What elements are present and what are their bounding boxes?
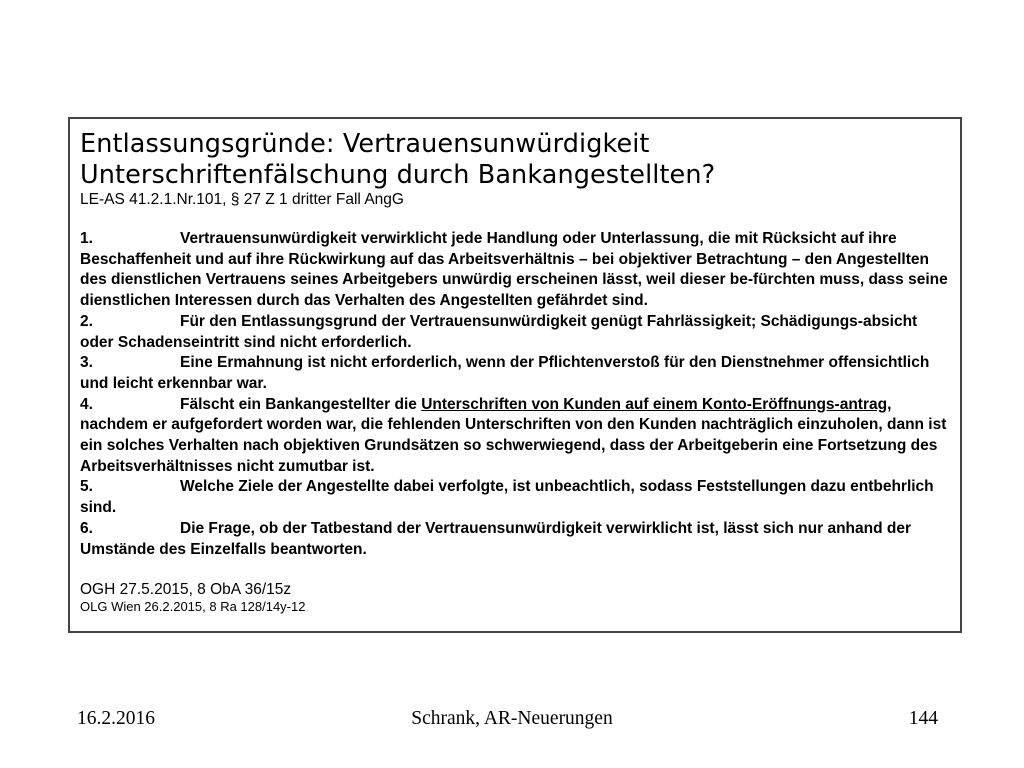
legal-reference: LE-AS 41.2.1.Nr.101, § 27 Z 1 dritter Fall AngG [80,191,404,208]
point-number: 4. [80,395,93,413]
point-text-after: , nachdem er aufgefordert worden war, die fehlenden Unterschriften von den Kunden nachträglich einzuholen, dann ist ein solches Verhalten nach objektiven Grundsätzen so schwerwiegend, dass der Arbeitgeberin eine Fortsetzung des Arbeitsverhältnisses nicht zumutbar ist. [80,395,947,475]
point-text-underlined: Unterschriften von Kunden auf einem Konto-Eröffnungs-antrag [421,395,888,413]
point-3 [80,353,950,394]
point-2 [80,312,950,353]
court-citation-olg: OLG Wien 26.2.2015, 8 Ra 128/14y-12 [80,599,306,615]
title-line-1: Entlassungsgründe: Vertrauensunwürdigkeit [80,129,650,159]
point-number: 2. [80,312,93,330]
footer-date: 16.2.2016 [77,708,155,729]
point-text: Die Frage, ob der Tatbestand der Vertrauensunwürdigkeit verwirklicht ist, lässt sich nur anhand der Umstände des Einzelfalls beantworten. [80,519,911,558]
points-list [80,229,950,560]
slide-title [80,129,950,191]
title-line-2: Unterschriftenfälschung durch Bankangestellten? [80,160,716,190]
court-citation-ogh: OGH 27.5.2015, 8 ObA 36/15z [80,581,292,599]
point-text: Für den Entlassungsgrund der Vertrauensunwürdigkeit genügt Fahrlässigkeit; Schädigungs-absicht oder Schadenseintritt sind nicht erforderlich. [80,312,918,351]
point-text-before: Fälscht ein Bankangestellter die [180,395,422,413]
point-1 [80,229,950,312]
footer-page-number: 144 [908,708,938,729]
point-number: 1. [80,230,93,247]
point-6 [80,519,950,560]
footer-author: Schrank, AR-Neuerungen [411,708,613,729]
point-text: Eine Ermahnung ist nicht erforderlich, wenn der Pflichtenverstoß für den Dienstnehmer offensichtlich und leicht erkennbar war. [80,354,930,392]
point-4 [80,395,950,478]
point-text: Vertrauensunwürdigkeit verwirklicht jede Handlung oder Unterlassung, die mit Rücksicht auf ihre Beschaffenheit und auf ihre Rückwirkung auf das Arbeitsverhältnis – bei objektiver Betrachtung – den Angestellten des dienstlichen Vertrauens seines Arbeitgebers unwürdig erscheinen lässt, weil dieser be-fürchten muss, dass seine dienstlichen Interessen durch das Verhalten des Angestellten gefährdet sind. [80,230,948,310]
point-number: 3. [80,354,93,372]
point-number: 5. [80,478,93,496]
point-5 [80,477,950,518]
point-number: 6. [80,519,93,537]
point-text: Welche Ziele der Angestellte dabei verfolgte, ist unbeachtlich, sodass Feststellungen dazu entbehrlich sind. [80,478,934,517]
content-box [68,117,962,633]
